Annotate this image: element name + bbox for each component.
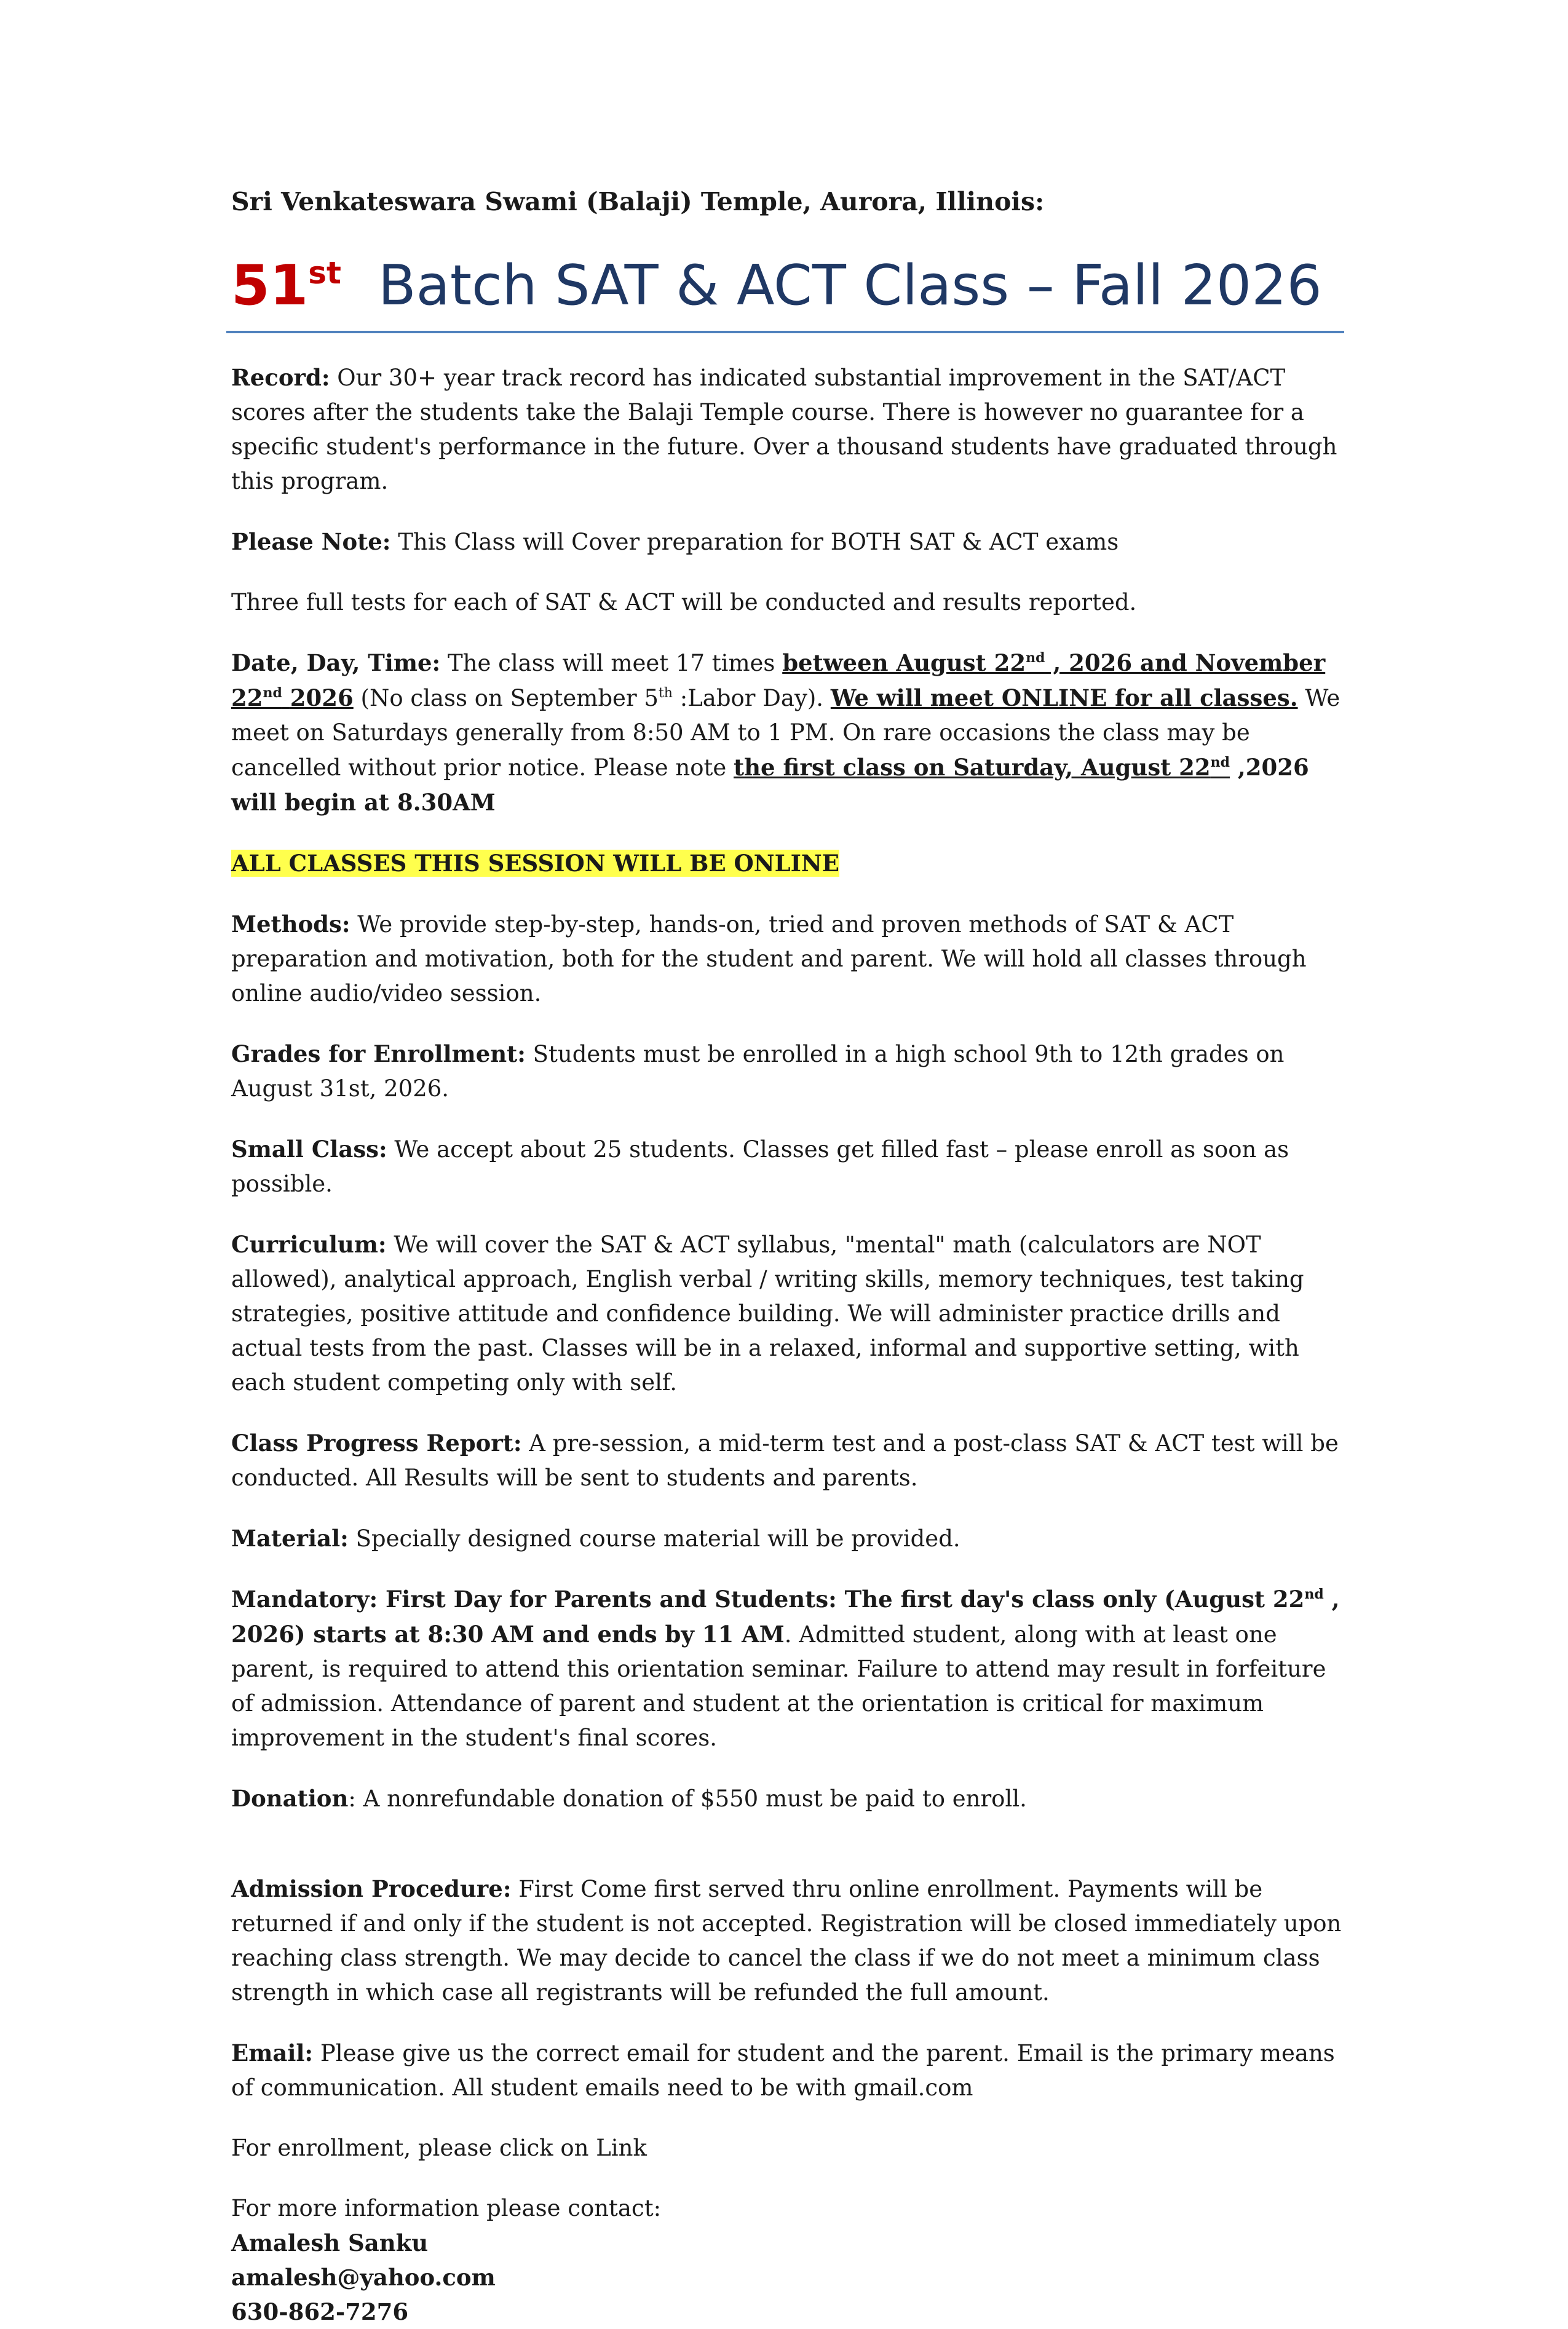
date-paragraph: Date, Day, Time: The class will meet 17 times between August 22nd , 2026 and November 22nd 2026 (No class on September 5th :Labor Day). We will meet ONLINE for all classes. We meet on Saturdays generally from 8:50 AM to 1 PM. On rare occasions the class may be cancelled without prior notice. Please note the first class on Saturday, August 22nd ,2026 will begin at 8.30AM (231, 649, 1340, 816)
contact-email: amalesh@yahoo.com (231, 2264, 496, 2291)
curriculum-paragraph: Curriculum: We will cover the SAT & ACT syllabus, "mental" math (calculators are NOT allowed), analytical approach, English verbal / writing skills, memory techniques, test taking strategies, positive attitude and confidence building. We will administer practice drills and actual tests from the past. Classes will be in a relaxed, informal and supportive setting, with each student competing only with self. (231, 1231, 1304, 1396)
email-paragraph: Email: Please give us the correct email for student and the parent. Email is the primary means of communication. All student emails need to be with gmail.com (231, 2039, 1335, 2101)
admission-paragraph: Admission Procedure: First Come first served thru online enrollment. Payments will be returned if and only if the student is not accepted. Registration will be closed immediately upon reaching class strength. We may decide to cancel the class if we do not meet a minimum class strength in which case all registrants will be refunded the full amount. (231, 1875, 1342, 2006)
mandatory-paragraph: Mandatory: First Day for Parents and Students: The first day's class only (August 22nd , 2026) starts at 8:30 AM and ends by 11 AM. Admitted student, along with at least one parent, is required to attend this orientation seminar. Failure to attend may result in forfeiture of admission. Attendance of parent and student at the orientation is critical for maximum improvement in the student's final scores. (231, 1586, 1340, 1751)
contact-name: Amalesh Sanku (231, 2229, 429, 2256)
online-highlight: ALL CLASSES THIS SESSION WILL BE ONLINE (231, 850, 839, 877)
enroll-paragraph: For enrollment, please click on Link (231, 2135, 647, 2161)
small-class-paragraph: Small Class: We accept about 25 students. Classes get filled fast – please enroll as soon as possible. (231, 1136, 1289, 1197)
material-paragraph: Material: Specially designed course material will be provided. (231, 1525, 960, 1552)
batch-number: 51st (231, 253, 341, 318)
title-text: Batch SAT & ACT Class – Fall 2026 (378, 253, 1322, 318)
grades-paragraph: Grades for Enrollment: Students must be enrolled in a high school 9th to 12th grades on August 31st, 2026. (231, 1040, 1285, 1102)
methods-paragraph: Methods: We provide step-by-step, hands-on, tried and proven methods of SAT & ACT preparation and motivation, both for the student and parent. We will hold all classes through online audio/video session. (231, 911, 1307, 1006)
tests-paragraph: Three full tests for each of SAT & ACT will be conducted and results reported. (231, 589, 1137, 615)
note-paragraph: Please Note: This Class will Cover preparation for BOTH SAT & ACT exams (231, 528, 1119, 555)
page-title (226, 252, 1344, 333)
org-heading: Sri Venkateswara Swami (Balaji) Temple, Aurora, Illinois: (231, 187, 1045, 216)
progress-paragraph: Class Progress Report: A pre-session, a mid-term test and a post-class SAT & ACT test will be conducted. All Results will be sent to students and parents. (231, 1429, 1339, 1491)
document-page (231, 182, 1344, 2329)
record-paragraph: Record: Our 30+ year track record has indicated substantial improvement in the SAT/ACT scores after the students take the Balaji Temple course. There is however no guarantee for a specific student's performance in the future. Over a thousand students have graduated through this program. (231, 364, 1337, 494)
contact-phone: 630-862-7276 (231, 2298, 409, 2325)
contact-intro: For more information please contact: (231, 2195, 662, 2221)
contact-block (231, 2191, 1344, 2329)
donation-paragraph: Donation: A nonrefundable donation of $550 must be paid to enroll. (231, 1785, 1027, 1812)
